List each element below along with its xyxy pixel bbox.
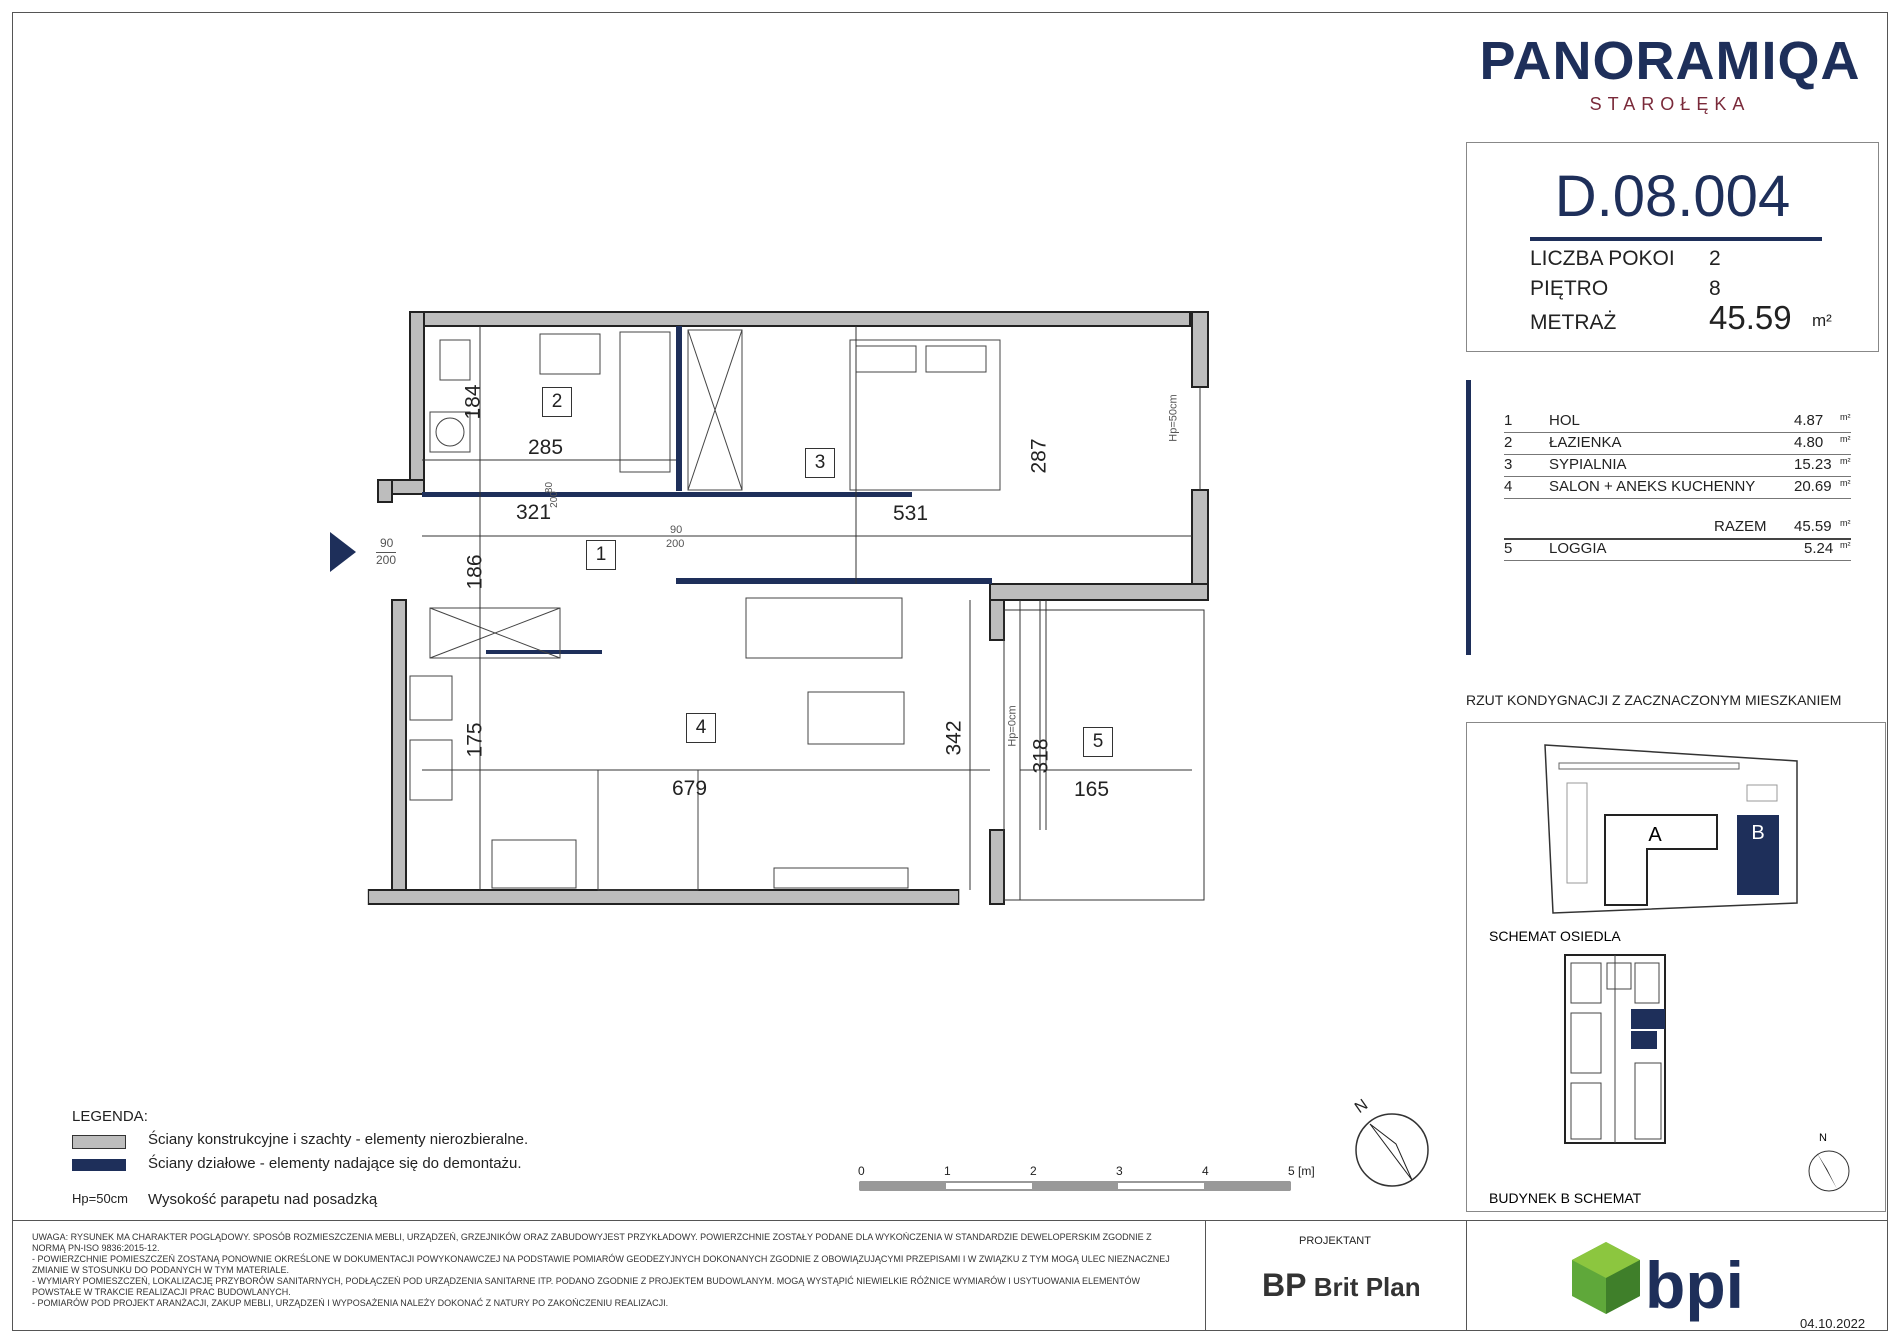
building-plan-caption: BUDYNEK B SCHEMAT bbox=[1489, 1190, 1642, 1206]
building-a-label: A bbox=[1648, 824, 1662, 846]
door-bath-height: 200 bbox=[548, 491, 560, 508]
dim-175: 175 bbox=[463, 722, 487, 758]
room-name: HOL bbox=[1549, 412, 1580, 429]
dim-321: 321 bbox=[516, 501, 552, 524]
drawing-date: 04.10.2022 bbox=[1800, 1316, 1866, 1331]
total-unit: m² bbox=[1840, 518, 1851, 528]
dim-679: 679 bbox=[672, 777, 708, 800]
rooms-value: 2 bbox=[1709, 247, 1721, 270]
legend-structural-swatch bbox=[72, 1135, 126, 1149]
site-plan-caption: SCHEMAT OSIEDLA bbox=[1489, 928, 1621, 944]
scale-bar-graphic bbox=[858, 1168, 1298, 1208]
dim-342: 342 bbox=[942, 720, 966, 756]
scale-tick-5: 5 [m] bbox=[1288, 1164, 1315, 1178]
area-label: METRAŻ bbox=[1530, 311, 1617, 334]
legend-structural-text: Ściany konstrukcyjne i szachty - elementy nierozbieralne. bbox=[148, 1131, 529, 1148]
door-entry-height: 200 bbox=[376, 553, 397, 567]
britplan-mark: BP bbox=[1262, 1267, 1307, 1303]
room-5-tag: 5 bbox=[1083, 727, 1113, 757]
scale-tick-2: 2 bbox=[1030, 1164, 1037, 1178]
scale-bar bbox=[858, 1164, 1315, 1213]
compass-label: N bbox=[1351, 1096, 1372, 1117]
footer-separator-2 bbox=[1466, 1220, 1467, 1331]
loggia-row bbox=[1504, 538, 1851, 561]
dim-186: 186 bbox=[463, 554, 487, 590]
dimension-lines bbox=[422, 326, 1192, 900]
room-2-tag: 2 bbox=[542, 387, 572, 417]
brand-logo bbox=[1460, 30, 1880, 115]
room-row bbox=[1504, 432, 1851, 455]
entry-arrow-icon bbox=[330, 532, 356, 572]
note-2: - POWIERZCHNIE POMIESZCZEŃ ZOSTANĄ PONOWNIE OKREŚLONE W DOKUMENTACJI POWYKONAWCZEJ NA PODSTAWIE POMIARÓW GEODEZYJNYCH DOKONANYCH ZGODNIE Z OBOWIĄZUJĄCYMI PRZEPISAMI I W ZWIĄZKU Z TYM MOGĄ ULEC NIEZNACZNEJ ZMIANIE W STOSUNKU DO PODANYCH W TYM MATERIALE. bbox=[32, 1254, 1170, 1275]
room-1-tag: 1 bbox=[586, 540, 616, 570]
compass-small-label: N bbox=[1819, 1132, 1827, 1144]
room-no: 4 bbox=[1504, 478, 1513, 495]
room-unit: m² bbox=[1840, 478, 1851, 488]
room-4-tag: 4 bbox=[686, 713, 716, 743]
footer-divider bbox=[12, 1220, 1888, 1221]
site-plan-drawing bbox=[1467, 723, 1887, 1213]
floor-value: 8 bbox=[1709, 277, 1721, 300]
rooms-label: LICZBA POKOI bbox=[1530, 247, 1675, 270]
note-3: - WYMIARY POMIESZCZEŃ, LOKALIZACJĘ PRZYBORÓW SANITARNYCH, PODŁĄCZEŃ POD URZĄDZENIA SANITARNE ITP. PODANO ZGODNIE Z PROJEKTEM BUDOWLANYM. MOGĄ WYSTĄPIĆ NIEWIELKIE RÓŻNICE WYMIARÓW I USYTUOWANIA ELEMENTÓW POWSTAŁE W TRAKCIE REALIZACJI PRAC BUDOWLANYCH. bbox=[32, 1276, 1140, 1297]
dim-287: 287 bbox=[1027, 438, 1051, 474]
room-no: 2 bbox=[1504, 434, 1513, 451]
legend-partition-swatch bbox=[72, 1159, 126, 1171]
door-bath-width: 80 bbox=[544, 481, 556, 494]
legend-hp-desc: Wysokość parapetu nad posadzką bbox=[148, 1191, 378, 1208]
footer-separator-1 bbox=[1205, 1220, 1206, 1331]
apartment-id: D.08.004 bbox=[1554, 164, 1791, 229]
developer-logo-icon bbox=[1570, 1240, 1642, 1321]
parapet-bedroom: Hp=50cm bbox=[1167, 394, 1180, 442]
room-name: SYPIALNIA bbox=[1549, 456, 1627, 473]
room-name: ŁAZIENKA bbox=[1549, 434, 1622, 451]
dim-165: 165 bbox=[1074, 778, 1110, 801]
door-bed-height: 200 bbox=[666, 538, 685, 550]
total-area: 45.59 bbox=[1794, 518, 1832, 535]
scale-tick-4: 4 bbox=[1202, 1164, 1209, 1178]
loggia-unit: m² bbox=[1840, 540, 1851, 550]
apartment-info-box bbox=[1466, 142, 1879, 352]
site-plan-box bbox=[1466, 722, 1886, 1212]
building-floor-plan bbox=[1565, 955, 1665, 1143]
room-list-accent-bar bbox=[1466, 380, 1471, 655]
britplan-name: Brit Plan bbox=[1313, 1272, 1421, 1302]
compass bbox=[1350, 1096, 1430, 1195]
dim-531: 531 bbox=[893, 502, 929, 525]
parapet-living: Hp=0cm bbox=[1006, 705, 1019, 747]
room-3-tag: 3 bbox=[805, 448, 835, 478]
room-area: 4.87 bbox=[1794, 412, 1824, 429]
dim-318: 318 bbox=[1029, 738, 1053, 774]
room-no: 1 bbox=[1504, 412, 1513, 429]
scale-tick-0: 0 bbox=[858, 1164, 865, 1178]
room-area: 20.69 bbox=[1794, 478, 1832, 495]
brand-name: PANORAMIQA bbox=[1479, 31, 1861, 91]
room-area: 15.23 bbox=[1794, 456, 1832, 473]
legend bbox=[72, 1108, 529, 1215]
door-bed-width: 90 bbox=[670, 524, 683, 536]
area-value: 45.59 bbox=[1709, 299, 1792, 336]
loggia-name: LOGGIA bbox=[1549, 540, 1607, 557]
loggia-no: 5 bbox=[1504, 540, 1513, 557]
site-plan-title: RZUT KONDYGNACJI Z ZACZNACZONYM MIESZKANIEM bbox=[1466, 692, 1842, 708]
room-no: 3 bbox=[1504, 456, 1513, 473]
room-area-list bbox=[1466, 380, 1886, 655]
note-1: UWAGA: RYSUNEK MA CHARAKTER POGLĄDOWY. SPOSÓB ROZMIESZCZENIA MEBLI, URZĄDZEŃ, GRZEJNIKÓW ORAZ ZABUDOWYJEST PRZYKŁADOWY. POWIERZCHNIE ZOSTAŁY PODANE DLA WYKOŃCZENIA W STANDARDZIE DEWELOPERSKIM ZGODNIE Z NORMĄ PN-ISO 9836:2015-12. bbox=[32, 1232, 1152, 1253]
projektant-label: PROJEKTANT bbox=[1299, 1235, 1371, 1247]
legend-partition-text: Ściany działowe - elementy nadające się do demontażu. bbox=[148, 1155, 522, 1172]
room-unit: m² bbox=[1840, 412, 1851, 422]
room-area: 4.80 bbox=[1794, 434, 1824, 451]
britplan-logo bbox=[1262, 1267, 1421, 1304]
room-row bbox=[1504, 454, 1851, 477]
loggia-area: 5.24 bbox=[1804, 540, 1834, 557]
area-unit: m² bbox=[1812, 311, 1832, 330]
room-unit: m² bbox=[1840, 456, 1851, 466]
total-row bbox=[1504, 516, 1851, 540]
legend-hp-key: Hp=50cm bbox=[72, 1191, 128, 1206]
apartment-id-underline bbox=[1530, 237, 1822, 241]
compass-small-icon bbox=[1809, 1151, 1849, 1191]
scale-tick-1: 1 bbox=[944, 1164, 951, 1178]
room-name: SALON + ANEKS KUCHENNY bbox=[1549, 478, 1756, 495]
door-entry-width: 90 bbox=[380, 536, 394, 550]
building-b-label: B bbox=[1751, 822, 1765, 844]
floor-label: PIĘTRO bbox=[1530, 277, 1609, 300]
bedroom-furniture bbox=[688, 330, 1000, 490]
developer-name: bpi bbox=[1645, 1248, 1744, 1322]
room-row bbox=[1504, 410, 1851, 433]
dim-285: 285 bbox=[528, 436, 564, 459]
legend-title: LEGENDA: bbox=[72, 1108, 148, 1125]
total-label: RAZEM bbox=[1714, 518, 1767, 535]
note-4: - POMIARÓW POD PROJEKT ARANŻACJI, ZAKUP MEBLI, URZĄDZEŃ I WYPOSAŻENIA NALEŻY DOKONAĆ Z NATURY PO ZAKOŃCZENIU REALIZACJI. bbox=[32, 1298, 669, 1308]
room-row bbox=[1504, 476, 1851, 499]
brand-subtitle: STAROŁĘKA bbox=[1589, 94, 1751, 114]
room-unit: m² bbox=[1840, 434, 1851, 444]
scale-tick-3: 3 bbox=[1116, 1164, 1123, 1178]
dim-184: 184 bbox=[461, 384, 485, 420]
disclaimer-notes bbox=[32, 1232, 1187, 1309]
